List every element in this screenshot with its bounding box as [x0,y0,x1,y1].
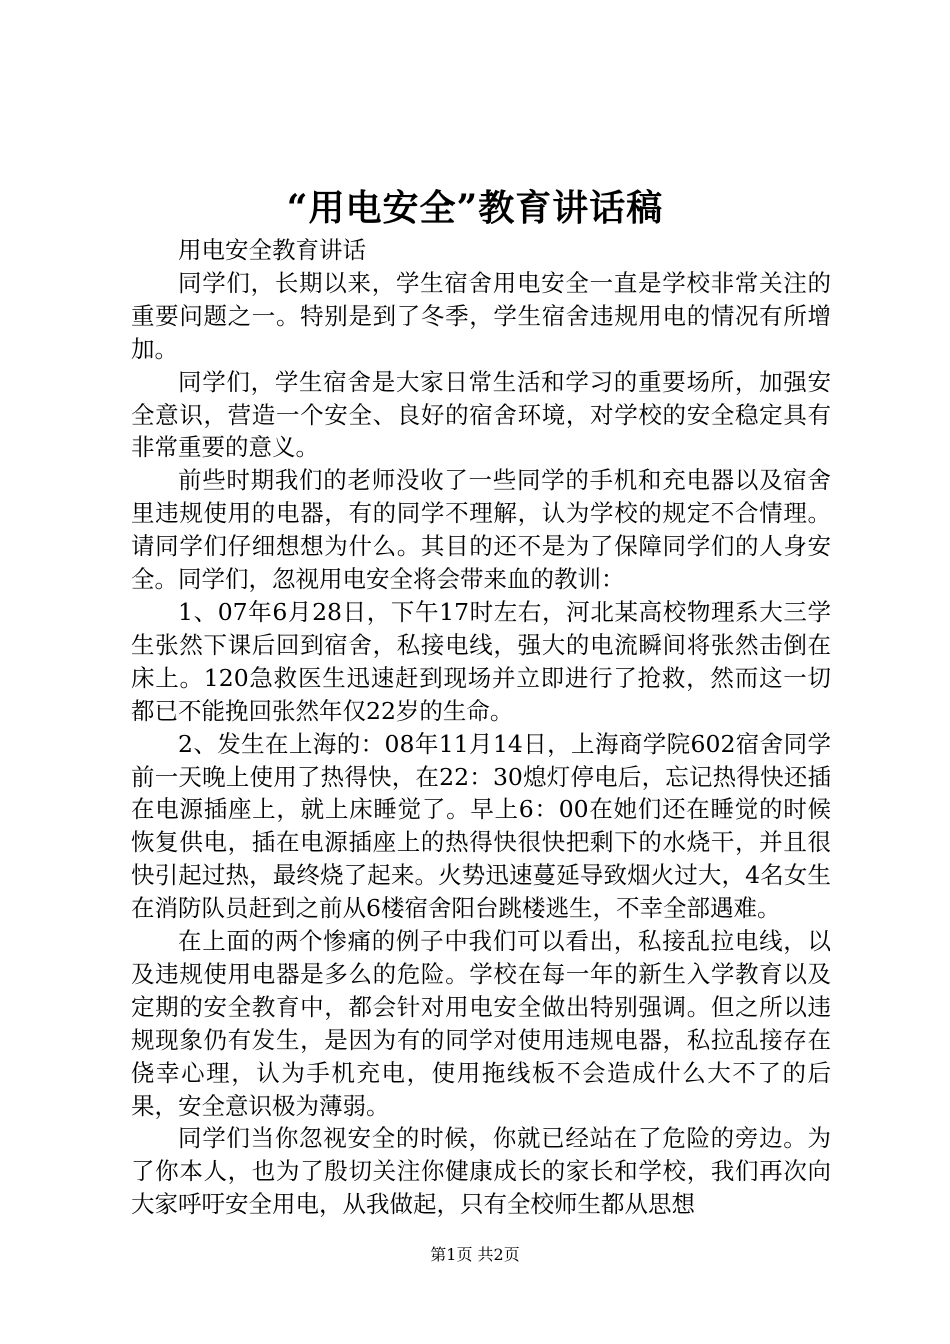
paragraph-appeal: 同学们当你忽视安全的时候，你就已经站在了危险的旁边。为了你本人，也为了殷切关注你健康成长的家长和学校，我们再次向大家呼吁安全用电，从我做起，只有全校师生都从思想 [131,1124,831,1219]
paragraph-confiscation: 前些时期我们的老师没收了一些同学的手机和充电器以及宿舍里违规使用的电器，有的同学不理解，认为学校的规定不合情理。请同学们仔细想想为什么。其目的还不是为了保障同学们的人身安全。同学们，忽视用电安全将会带来血的教训： [131,466,831,594]
document-title: “用电安全”教育讲话稿 [286,187,664,229]
paragraph-intro: 同学们，长期以来，学生宿舍用电安全一直是学校非常关注的重要问题之一。特别是到了冬季，学生宿舍违规用电的情况有所增加。 [131,268,831,363]
document-body [131,234,831,1221]
paragraph-analysis: 在上面的两个惨痛的例子中我们可以看出，私接乱拉电线，以及违规使用电器是多么的危险。学校在每一年的新生入学教育以及定期的安全教育中，都会针对用电安全做出特别强调。但之所以违规现象仍有发生，是因为有的同学对使用违规电器，私拉乱接存在侥幸心理，认为手机充电，使用拖线板不会造成什么大不了的后果，安全意识极为薄弱。 [131,927,831,1120]
paragraph-dormitory: 同学们，学生宿舍是大家日常生活和学习的重要场所，加强安全意识，营造一个安全、良好的宿舍环境，对学校的安全稳定具有非常重要的意义。 [131,367,831,462]
paragraph-case-1: 1、07年6月28日，下午17时左右，河北某高校物理系大三学生张然下课后回到宿舍，私接电线，强大的电流瞬间将张然击倒在床上。120急救医生迅速赶到现场并立即进行了抢救，然而这一切都已不能挽回张然年仅22岁的生命。 [131,597,831,725]
document-subtitle: 用电安全教育讲话 [178,236,366,264]
page-footer: 第1页 共2页 [430,1245,520,1264]
paragraph-case-2: 2、发生在上海的：08年11月14日，上海商学院602宿舍同学前一天晚上使用了热得快，在22：30熄灯停电后，忘记热得快还插在电源插座上，就上床睡觉了。早上6：00在她们还在睡觉的时候恢复供电，插在电源插座上的热得快很快把剩下的水烧干，并且很快引起过热，最终烧了起来。火势迅速蔓延导致烟火过大，4名女生在消防队员赶到之前从6楼宿舍阳台跳楼逃生，不幸全部遇难。 [131,729,831,923]
